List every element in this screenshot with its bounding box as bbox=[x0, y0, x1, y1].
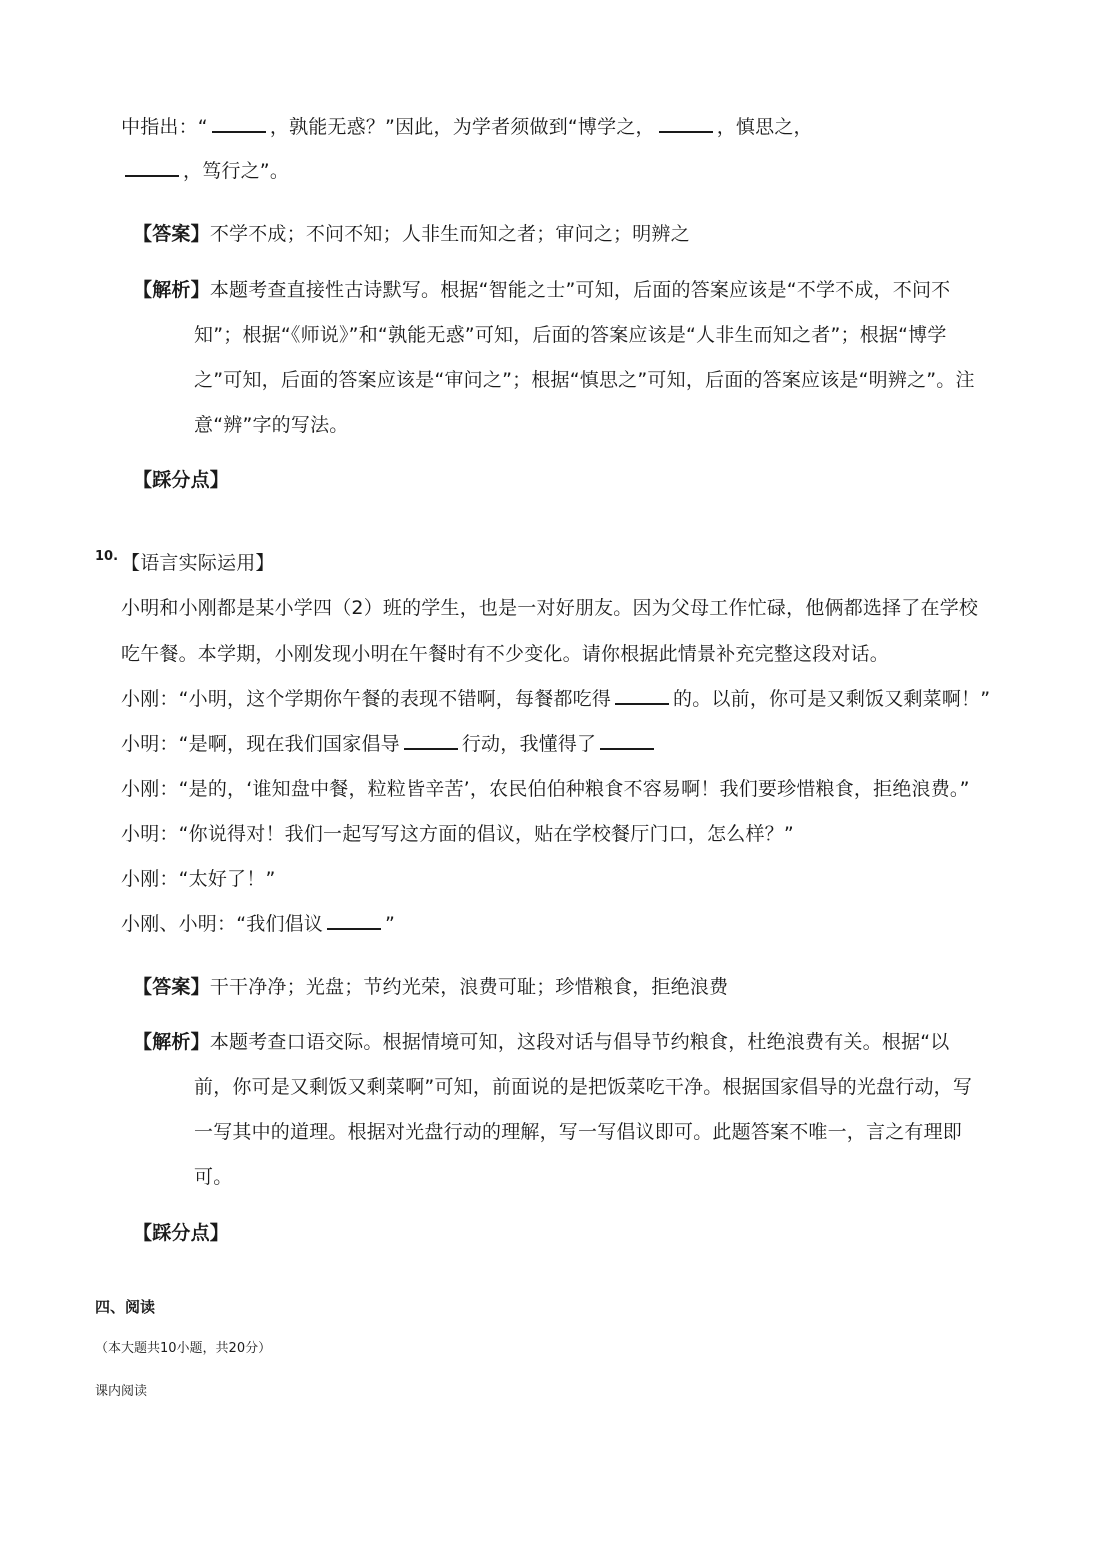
answer-label: 【答案】 bbox=[133, 223, 210, 245]
question-category: 【语言实际运用】 bbox=[121, 552, 275, 574]
analysis-label: 【解析】 bbox=[133, 279, 210, 301]
intro-line: 吃午餐。本学期，小刚发现小明在午餐时有不少变化。请你根据此情景补充完整这段对话。 bbox=[121, 643, 890, 665]
section-title: 四、阅读 bbox=[95, 1298, 156, 1316]
dialogue-line: 小明：“你说得对！我们一起写写这方面的倡议，贴在学校餐厅门口，怎么样？” bbox=[121, 823, 794, 845]
intro-line: 小明和小刚都是某小学四（2）班的学生，也是一对好朋友。因为父母工作忙碌，他俩都选择了在学校 bbox=[121, 597, 979, 619]
answer-blank bbox=[659, 117, 713, 133]
q10-analysis: 【解析】本题考查口语交际。根据情境可知，这段对话与倡导节约粮食，杜绝浪费有关。根据“以 bbox=[133, 1031, 950, 1053]
analysis-line: 可。 bbox=[194, 1166, 233, 1188]
q9-line-1: 中指出：“ ，孰能无惑？”因此，为学者须做到“博学之， ，慎思之， bbox=[121, 116, 813, 138]
answer-text: 干干净净；光盘；节约光荣，浪费可耻；珍惜粮食，拒绝浪费 bbox=[209, 976, 729, 998]
answer-label: 【答案】 bbox=[133, 976, 210, 998]
answer-blank bbox=[327, 914, 381, 930]
analysis-line: 前，你可是又剩饭又剩菜啊”可知，前面说的是把饭菜吃干净。根据国家倡导的光盘行动，写 bbox=[194, 1076, 973, 1098]
scoring-points-label: 【踩分点】 bbox=[133, 469, 230, 491]
analysis-label: 【解析】 bbox=[133, 1031, 210, 1053]
section-note: （本大题共10小题，共20分） bbox=[95, 1341, 272, 1356]
q9-analysis: 【解析】本题考查直接性古诗默写。根据“智能之士”可知，后面的答案应该是“不学不成，不问不 bbox=[133, 279, 951, 301]
dialogue-line: 小明：“是啊，现在我们国家倡导 行动，我懂得了 bbox=[121, 732, 658, 756]
dialogue-line: 小刚：“小明，这个学期你午餐的表现不错啊，每餐都吃得 的。以前，你可是又剩饭又剩菜啊！” bbox=[121, 688, 991, 710]
dialogue-line: 小刚、小明：“我们倡议 ” bbox=[121, 913, 396, 935]
answer-blank bbox=[615, 689, 669, 705]
q10-answer bbox=[133, 975, 728, 999]
analysis-line: 知”；根据“《师说》”和“孰能无惑”可知，后面的答案应该是“人非生而知之者”；根据“博学 bbox=[194, 324, 947, 346]
analysis-line: 一写其中的道理。根据对光盘行动的理解，写一写倡议即可。此题答案不唯一，言之有理即 bbox=[194, 1121, 963, 1143]
answer-text: 不学不成；不问不知；人非生而知之者；审问之；明辨之 bbox=[209, 223, 690, 245]
analysis-line: 之”可知，后面的答案应该是“审问之”；根据“慎思之”可知，后面的答案应该是“明辨之”。注 bbox=[194, 369, 975, 391]
answer-blank bbox=[404, 734, 458, 750]
answer-blank bbox=[212, 117, 266, 133]
q9-line-2: ，笃行之”。 bbox=[121, 159, 289, 183]
analysis-line: 意“辨”字的写法。 bbox=[194, 414, 349, 436]
section-subtitle: 课内阅读 bbox=[95, 1384, 148, 1399]
dialogue-line: 小刚：“太好了！” bbox=[121, 868, 276, 890]
dialogue-line: 小刚：“是的，‘谁知盘中餐，粒粒皆辛苦’，农民伯伯种粮食不容易啊！我们要珍惜粮食，拒绝浪费。” bbox=[121, 778, 970, 800]
question-number: 10. bbox=[95, 549, 119, 564]
answer-blank bbox=[600, 734, 654, 750]
q9-answer bbox=[133, 222, 690, 246]
answer-blank bbox=[125, 161, 179, 177]
scoring-points-label: 【踩分点】 bbox=[133, 1222, 230, 1244]
